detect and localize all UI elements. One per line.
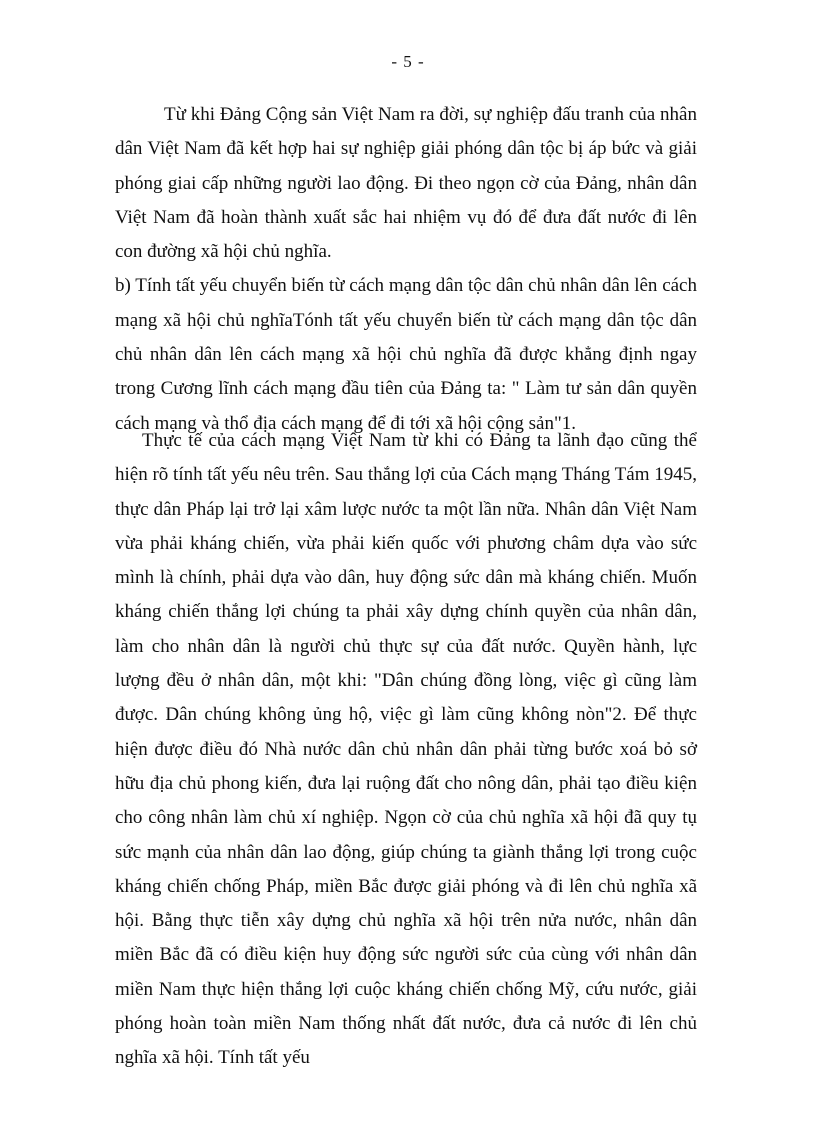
- paragraph-inevitability-heading: b) Tính tất yếu chuyển biến từ cách mạng dân tộc dân chủ nhân dân lên cách mạng xã hội chủ nghĩaTónh tất yếu chuyển biến từ cách mạng dân tộc dân chủ nhân dân lên cách mạng xã hội chủ nghĩa đã được khẳng định ngay trong Cương lĩnh cách mạng đầu tiên của Đảng ta: " Làm tư sản dân quyền cách mạng và thổ địa cách mạng để đi tới xã hội cộng sản"1.: [115, 275, 697, 434]
- text-block-lower: [115, 424, 697, 1076]
- paragraph-revolution-practice: Thực tế của cách mạng Việt Nam từ khi có Đảng ta lãnh đạo cũng thể hiện rõ tính tất yếu nêu trên. Sau thắng lợi của Cách mạng Tháng Tám 1945, thực dân Pháp lại trở lại xâm lược nước ta một lần nữa. Nhân dân Việt Nam vừa phải kháng chiến, vừa phải kiến quốc với phương châm dựa vào sức mình là chính, phải dựa vào dân, huy động sức dân mà kháng chiến. Muốn kháng chiến thắng lợi chúng ta phải xây dựng chính quyền của nhân dân, làm cho nhân dân là người chủ thực sự của đất nước. Quyền hành, lực lượng đều ở nhân dân, một khi: "Dân chúng đồng lòng, việc gì cũng làm được. Dân chúng không ủng hộ, việc gì làm cũng không nòn"2. Để thực hiện được điều đó Nhà nước dân chủ nhân dân phải từng bước xoá bỏ sở hữu địa chủ phong kiến, đưa lại ruộng đất cho nông dân, phải tạo điều kiện cho công nhân làm chủ xí nghiệp. Ngọn cờ của chủ nghĩa xã hội đã quy tụ sức mạnh của nhân dân lao động, giúp chúng ta giành thắng lợi trong cuộc kháng chiến chống Pháp, miền Bắc được giải phóng và đi lên chủ nghĩa xã hội. Bằng thực tiễn xây dựng chủ nghĩa xã hội trên nửa nước, nhân dân miền Bắc đã có điều kiện huy động sức người sức của cùng với nhân dân miền Nam thực hiện thắng lợi cuộc kháng chiến chống Mỹ, cứu nước, giải phóng hoàn toàn miền Nam thống nhất đất nước, đưa cả nước đi lên chủ nghĩa xã hội. Tính tất yếu: [115, 430, 697, 1069]
- page-number: - 5 -: [391, 52, 425, 71]
- text-block-upper: [115, 98, 697, 441]
- paragraph-party-founding: Từ khi Đảng Cộng sản Việt Nam ra đời, sự nghiệp đấu tranh của nhân dân Việt Nam đã kết hợp hai sự nghiệp giải phóng dân tộc bị áp bức và giải phóng giai cấp những người lao động. Đi theo ngọn cờ của Đảng, nhân dân Việt Nam đã hoàn thành xuất sắc hai nhiệm vụ đó để đưa đất nước đi lên con đường xã hội chủ nghĩa.: [115, 104, 697, 263]
